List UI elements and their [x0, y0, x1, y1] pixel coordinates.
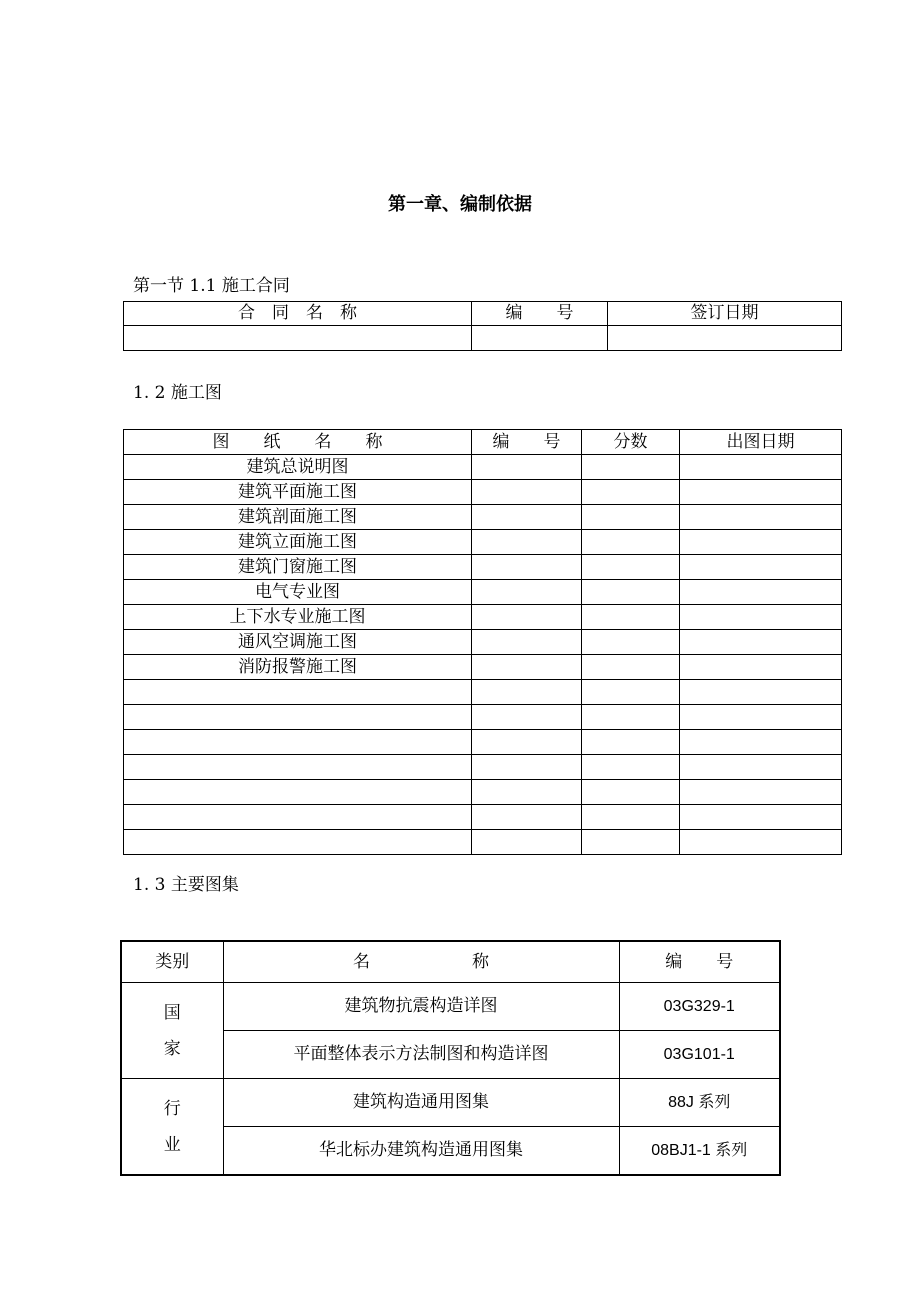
drawing-name-cell — [124, 730, 472, 755]
table-row — [124, 655, 842, 680]
atlases-table — [120, 940, 781, 1176]
atlas-name-cell: 平面整体表示方法制图和构造详图 — [223, 1031, 619, 1079]
drawing-name-cell — [124, 680, 472, 705]
table-row — [124, 326, 842, 351]
drawing-name-cell — [124, 705, 472, 730]
header-contract-name: 合 同 名 称 — [124, 302, 472, 326]
drawing-name-cell — [124, 780, 472, 805]
table-row — [124, 805, 842, 830]
table-cell — [472, 326, 608, 351]
table-row — [124, 505, 842, 530]
atlas-code-cell: 03G329-1 — [619, 983, 780, 1031]
drawing-name-cell: 建筑门窗施工图 — [124, 555, 472, 580]
table-cell — [608, 326, 842, 351]
drawing-name-cell: 通风空调施工图 — [124, 630, 472, 655]
drawing-name-cell: 电气专业图 — [124, 580, 472, 605]
atlas-code-cell: 08BJ1-1 系列 — [619, 1127, 780, 1176]
table-row — [124, 630, 842, 655]
table-row — [124, 605, 842, 630]
header-number: 编 号 — [472, 430, 582, 455]
table-row — [124, 830, 842, 855]
header-category: 类别 — [121, 941, 223, 983]
header-number: 编 号 — [472, 302, 608, 326]
table-row — [121, 1079, 780, 1127]
atlas-name-cell: 建筑物抗震构造详图 — [223, 983, 619, 1031]
header-count: 分数 — [582, 430, 680, 455]
table-row — [124, 730, 842, 755]
section-heading-contract: 第一节 1.1 施工合同 — [133, 276, 290, 296]
chapter-title: 第一章、编制依据 — [388, 194, 532, 215]
section-heading-atlases: 1. 3 主要图集 — [133, 875, 239, 895]
header-name: 名 称 — [223, 941, 619, 983]
header-number: 编 号 — [619, 941, 780, 983]
table-row — [124, 780, 842, 805]
drawing-name-cell: 建筑总说明图 — [124, 455, 472, 480]
table-cell — [124, 326, 472, 351]
drawing-name-cell: 上下水专业施工图 — [124, 605, 472, 630]
table-row — [124, 555, 842, 580]
drawing-name-cell — [124, 830, 472, 855]
table-row — [124, 755, 842, 780]
atlas-code-cell: 03G101-1 — [619, 1031, 780, 1079]
atlas-code-cell: 88J 系列 — [619, 1079, 780, 1127]
table-row — [121, 983, 780, 1031]
header-sign-date: 签订日期 — [608, 302, 842, 326]
atlas-name-cell: 建筑构造通用图集 — [223, 1079, 619, 1127]
table-row — [124, 705, 842, 730]
section-heading-drawings: 1. 2 施工图 — [133, 383, 222, 403]
atlas-name-cell: 华北标办建筑构造通用图集 — [223, 1127, 619, 1176]
drawing-name-cell: 建筑立面施工图 — [124, 530, 472, 555]
table-header-row — [124, 430, 842, 455]
table-header-row — [124, 302, 842, 326]
header-drawing-name: 图 纸 名 称 — [124, 430, 472, 455]
drawings-table — [123, 429, 842, 855]
contract-table — [123, 301, 842, 351]
table-row — [124, 580, 842, 605]
drawing-name-cell: 建筑平面施工图 — [124, 480, 472, 505]
table-row — [124, 530, 842, 555]
header-issue-date: 出图日期 — [680, 430, 842, 455]
category-cell-national: 国 家 — [121, 983, 223, 1079]
drawing-name-cell: 消防报警施工图 — [124, 655, 472, 680]
drawing-name-cell — [124, 755, 472, 780]
table-header-row — [121, 941, 780, 983]
table-row — [124, 455, 842, 480]
category-cell-industry: 行 业 — [121, 1079, 223, 1176]
table-row — [124, 480, 842, 505]
drawing-name-cell — [124, 805, 472, 830]
table-row — [124, 680, 842, 705]
drawing-name-cell: 建筑剖面施工图 — [124, 505, 472, 530]
